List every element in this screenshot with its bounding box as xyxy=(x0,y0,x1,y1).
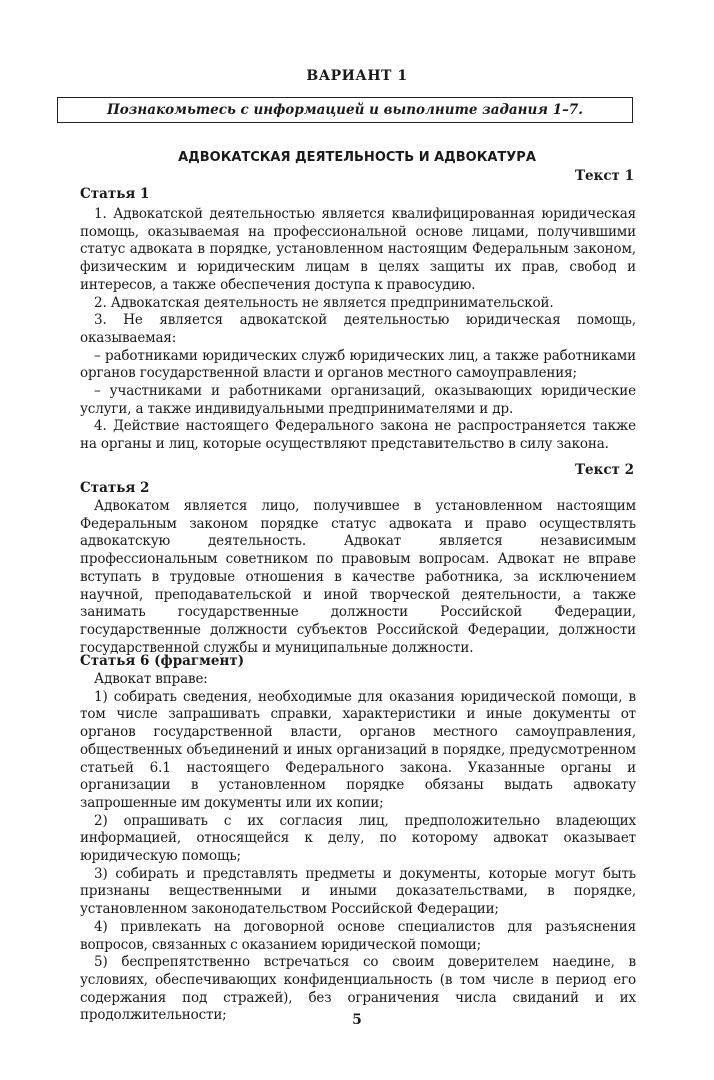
paragraph: 1. Адвокатской деятельностью является квалифицированная юридическая помощь, оказываемая на профессиональной основе лицами, получившими статус адвоката в порядке, установленном настоящим Федеральным законом, физическим и юридическим лицам в целях защиты их прав, свобод и интересов, а также обеспечения доступа к правосудию. xyxy=(80,206,636,293)
list-item: – работниками юридических служб юридических лиц, а также работниками органов государственной власти и органов местного самоуправления; xyxy=(80,347,636,382)
paragraph: 2. Адвокатская деятельность не является предпринимательской. xyxy=(94,294,554,311)
page-number: 5 xyxy=(352,1012,362,1028)
paragraph: 3. Не является адвокатской деятельностью юридическая помощь, оказываемая: xyxy=(80,312,636,346)
list-item: 4) привлекать на договорной основе специалистов для разъяснения вопросов, связанных с оказанием юридической помощи; xyxy=(80,918,636,953)
paragraph: Адвокатом является лицо, получившее в установленном настоящим Федеральным законом порядке статус адвоката и право осуществлять адвокатскую деятельность. Адвокат является независимым профессиональным советником по правовым вопросам. Адвокат не вправе вступать в трудовые отношения в качестве работника, за исключением научной, преподавательской и иной творческой деятельности, а также занимать государственные должности Российской Федерации, государственные должности субъектов Российской Федерации, должности государственной службы и муниципальные должности. xyxy=(80,498,636,656)
text-1-label: Текст 1 xyxy=(574,168,634,184)
article-1-heading: Статья 1 xyxy=(80,186,150,202)
text-2-label: Текст 2 xyxy=(574,462,634,478)
paragraph: 4. Действие настоящего Федерального закона не распространяется также на органы и лиц, которые осуществляют представительство в силу закона. xyxy=(80,418,636,453)
instruction-text: Познакомьтесь с информацией и выполните задания 1–7. xyxy=(107,102,583,118)
instruction-box xyxy=(57,97,633,123)
article-6-heading: Статья 6 (фрагмент) xyxy=(80,653,245,669)
variant-heading: ВАРИАНТ 1 xyxy=(306,68,408,84)
article-2-heading: Статья 2 xyxy=(80,480,150,496)
article-1-body xyxy=(80,206,636,454)
document-title: АДВОКАТСКАЯ ДЕЯТЕЛЬНОСТЬ И АДВОКАТУРА xyxy=(178,150,536,165)
list-item: 3) собирать и представлять предметы и документы, которые могут быть признаны вещественными и иными доказательствами, в порядке, установленном законодательством Российской Федерации; xyxy=(80,865,636,918)
list-item: 1) собирать сведения, необходимые для оказания юридической помощи, в том числе запрашивать справки, характеристики и иные документы от органов государственной власти, органов местного самоуправления, общественных объединений и иных организаций в порядке, предусмотренном статьей 6.1 настоящего Федерального закона. Указанные органы и организации в установленном порядке обязаны выдать адвокату запрошенные им документы или их копии; xyxy=(80,688,636,811)
article-6-body xyxy=(80,671,636,1025)
list-item: 2) опрашивать с их согласия лиц, предположительно владеющих информацией, относящейся к делу, по которому адвокат оказывает юридическую помощь; xyxy=(80,812,636,865)
paragraph: Адвокат вправе: xyxy=(94,671,208,687)
list-item: 5) беспрепятственно встречаться со своим доверителем наедине, в условиях, обеспечивающих конфиденциальность (в том числе в период его содержания под стражей), без ограничения числа свиданий и их продолжительности; xyxy=(80,954,636,1024)
article-2-body xyxy=(80,498,636,657)
list-item: – участниками и работниками организаций, оказывающих юридические услуги, а также индивидуальными предпринимателями и др. xyxy=(80,383,636,417)
